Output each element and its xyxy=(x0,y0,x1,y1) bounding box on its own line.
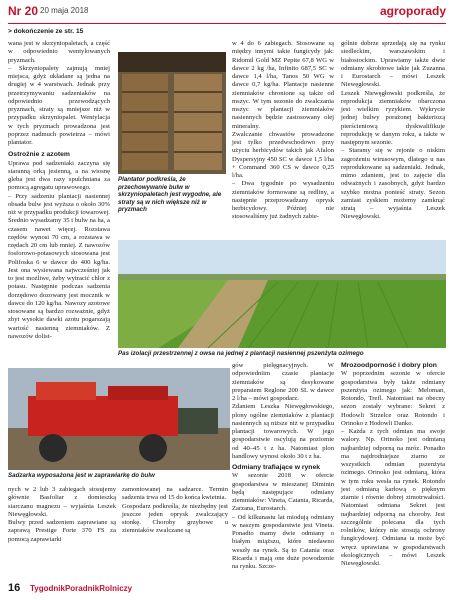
column-4-bottom xyxy=(341,362,445,584)
caption-planter: Sadzarka wyposażona jest w zaprawiarkę do bulw xyxy=(8,472,155,479)
column-3-top: w 4 do 6 zabiegach. Stosowane są między innymi takie fungicydy jak: Ridomil Gold MZ Pepite 67,8 WG w dawce 2 kg /ha, Infinito 687,5 SC w dawce 1,4 l/ha, Tanos 50 WG w dawce 0,7 kg/ha. Plantacje nasienne ziemniaków chronione są także od mszyc. W tym sezonie do zwalczania mszyc w plantacji ziemniaków nasiennych będzie zastosowany olej mineralny. Zwalczanie chwastów prowadzone jest tylko przedwschodowo przy użyciu herbicydów takich jak Afalon Dyspersyjny 450 SC w dawce 1,5 l/ha + Command 360 CS w dawce 0,25 l/ha. – Dwa tygodnie po wysadzeniu ziemniaków formowane są redliny, a następnie przeprowadzany oprysk herbicydowy. Później nie stosowaliśmy już żadnych zabie- xyxy=(232,40,334,221)
photo-planter xyxy=(8,368,230,470)
photo-pallets xyxy=(118,52,226,174)
publication-name: TygodnikPoradnikRolniczy xyxy=(30,584,133,593)
subheading-azot: Ostrożnie z azotem xyxy=(8,151,70,159)
issue-date: 20 maja 2018 xyxy=(40,6,89,15)
column-4-top: gólnie dobrze sprzedają się na rynku siedleckim, warszawskim i białostockim. Uprawiamy także dwie odmiany skrobiowe takie jak Zuzanna i Eurostarch – mówi Leszek Niewęgłowski. Leszek Niewęgłowski podkreśla, że reprodukcja ziemniaków obarczona jest wielkim ryzykiem. Wykrycie jednej bulwy porażonej bakteriozą pierścieniową dyskwalifikuje reprodukcję w danym roku, a także w następnym sezonie. – Staramy się w rejonie o niskim zagrożeniu wirusowym, dlatego u nas reprodukowane są sadzeniaki. Jednak, mimo zdaniem, jest to zajęcie dla odważnych i zasobnych, gdyż bardzo szybko można ponieść straty. Sezon zamiast zyskiem możemy zamknąć stratą – wyjaśnia Leszek Niewęgłowski. xyxy=(341,40,445,221)
subheading-mrozo: Mrozoodporność i dobry plon xyxy=(341,362,437,369)
column-1-top xyxy=(8,28,110,368)
text-col4b: W poprzednim sezonie w ofercie gospodarstwa były także odmiany pszenżyta ozimego jak: Meloman, Rotondo, Trefl. Natomiast na obecny sezon zostały wybrane: Sekret z Hodowli Strzelce oraz Rotondo i Orinoko z Hodowli Danko. – Każda z tych odmian ma swoje walory. Np. Orinoko jest odmianą najbardziej odporną na mróz. Ponadto ma najdrodniejsze ziarno ze wszystkich odmian pszenżyta ozimego. Orinoko jest odmianą, która w tym roku wesła na rynek. Rotondo jest odmianą karłową o pięknym ziarnie i równie dobrej zimotrwałości. Natomiast odmiana Sekret jest najbardziej odporną na choroby. Jest szczególnie polecana dla tych rolników, którzy nie stosują ochrony fungicydowej. Odmiana ta może być wręcz uprawiana w gospodarstwach ekologicznych – mówi Leszek Niewęgłowski. xyxy=(341,370,445,567)
header-rule xyxy=(8,23,446,24)
text-col1a: wana jest w skrzyniopaletach, a część w odpowiednio wentylowanych pryzmach. – Skrzyniopalety zajmują mniej miejsca, gdyż układane są jedna na drugiej w 4 warstwach. Jednak przy przetrzymywaniu sadzeniaków na odpowiednio przewodzących pryzmach, straty są mniejsze niż w przypadku skrzyniopalet. Wentylacja w tych pryzmach prowadzona jest poprzez nadmuch powietrza – mówi plantator. xyxy=(8,40,110,146)
column-3-bottom xyxy=(232,362,334,584)
column-2-bottom: zamontowanej na sadzarce. Termin sadzenia trwa od 15 do końca kwietnia. Gospodarz podkreśla, że niezbędny jest jeszcze jeden oprysk zwalczający stonkę. Choroby grzybowe u ziemniaków zwalczane są xyxy=(122,486,228,535)
caption-field: Pas izolacji przestrzennej z owsa na jednej z plantacji nasiennej pszenżyta ozimego xyxy=(118,350,364,357)
text-col3b: gów pielęgnacyjnych. W odpowiedniim czasie plantacje ziemniaków są desykowane preparatem Reglone 200 SL w dawce 2 l/ha – mówi gospodarz. Zdaniem Leszka Niewęgłowskiego, plony ogólne ziemniaków z plantacji nasiennych są niższe niż w przypadku plantacji towarowych. W jego gospodarstwie oscylują na poziomie od 40–45 t z ha. Natomiast plon handlowy wynosi około 30 t z ha. xyxy=(232,362,334,460)
brand-logo: agroporady xyxy=(379,4,446,18)
continuation-note: > dokończenie ze str. 15 xyxy=(8,28,84,35)
issue-number: Nr 20 xyxy=(8,4,39,18)
text-col1b: Uprawa pod sadzeniaki zaczyna się staranną orką jesienną, a na wiosnę gleba jest dwa razy spulchniana za pomocą agregatu uprawowego. – Przy sadzeniu plantacji nasiennej obsada bulw jest wyższa o około 30% niż w przypadku produkcji towarowej. Średnio wysadzamy 35 t bulw na ha, a czasem nawet więcej. Rozstawa rzędów wynosi 70 cm, a rozstawa w rzędach 20 cm lub mniej. Z nawozów fosforowo-potasowych stosowana jest Polifoska 6 w dawce do 400 kg/ha. Jest ona wysiewana najwcześniej jak to jest możliwe, żeby wytracić chlor z potasu. Następnie podczas sadzenia dorzędowo dozowany jest mocznik w dawce do 120 kg/ha. Nawozy azotowe stosowane są bardzo rozważnie, gdyż zbyt wysokie dawki azotu pogarszają wartość nasienną ziemniaków. Z nawozów dolist- xyxy=(8,159,110,340)
subheading-odmiany: Odmiany trafiające w rynek xyxy=(232,464,321,471)
caption-pallets: Plantator podkreśla, że przechowywanie bulw w skrzyniopaletach jest wygodne, ale straty są w nich większe niż w pryzmach xyxy=(118,176,222,214)
page-footer xyxy=(8,582,446,596)
page-header xyxy=(8,4,446,22)
photo-field xyxy=(118,240,446,348)
text-col3c: W sezonie 2018 w ofercie gospodarstwa w mieszanej Diminin będą następujące odmiany ziemniaków: Vineta, Catania, Ricarda, Zarzana, Eurostarch. – Od kilkunastu lat miodują odmiany w naszym gospodarstwie jest Vineta. Ponadto mamy dwie odmiany o białym miąższu, które niedawno weszły na rynek. Są to Catania oraz Ricarda i mają one duże powodzenie na rynku. Szcze- xyxy=(232,472,334,570)
column-1-bottom: nych w 2 lub 3 zabiegach stosujemy głównie Basfoliar z domieszką siarczanu magnezu – wyjaśnia Leszek Niewęgłowski. Bulwy przed sadzeniem zaprawiane są zaprawą Prestige Forte 370 FS za pomocą zaprawiarki xyxy=(8,486,116,543)
page-number: 16 xyxy=(8,582,21,594)
